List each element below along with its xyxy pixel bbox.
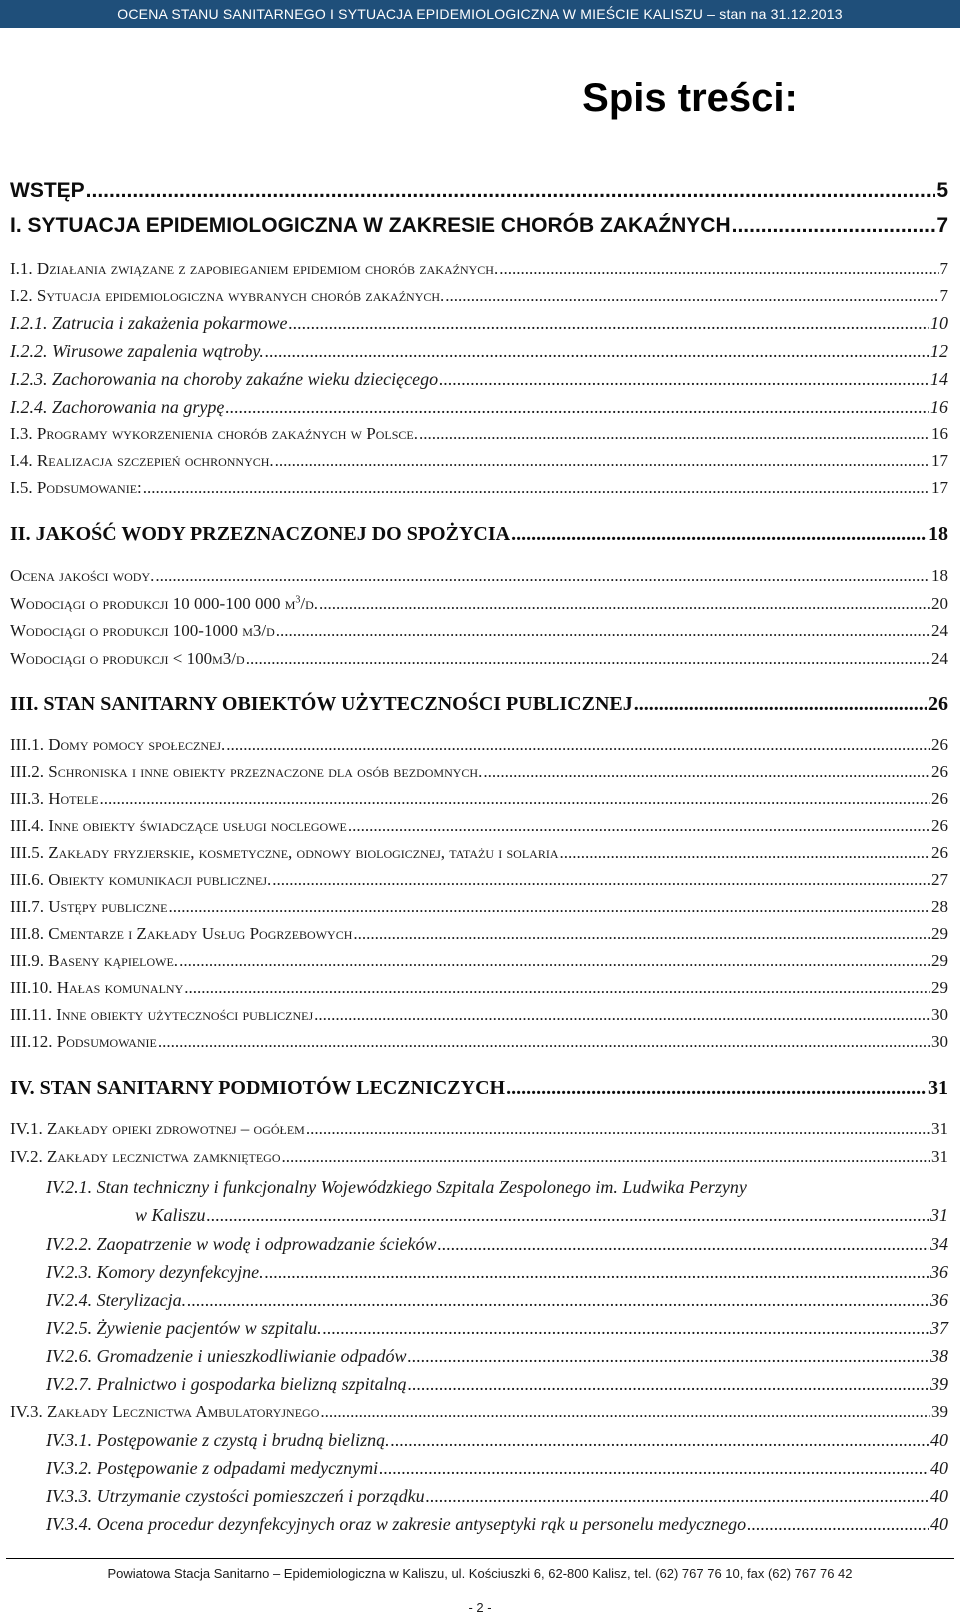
toc-entry[interactable]: Wodociągi o produkcji 100-1000 m3/d ..... 24 — [10, 622, 948, 639]
toc-entry[interactable]: III.12. Podsumowanie ..... 30 — [10, 1033, 948, 1050]
toc-entry[interactable]: I.2. Sytuacja epidemiologiczna wybranych chorób zakaźnych. ..... 7 — [10, 287, 948, 304]
page-header-text: OCENA STANU SANITARNEGO I SYTUACJA EPIDEMIOLOGICZNA W MIEŚCIE KALISZU – stan na 31.12.2013 — [117, 6, 843, 22]
toc-entry[interactable]: IV.2.2. Zaopatrzenie w wodę i odprowadzanie ścieków ..... 34 — [46, 1235, 948, 1253]
toc-entry[interactable]: IV.3.1. Postępowanie z czystą i brudną bielizną. ..... 40 — [46, 1431, 948, 1449]
toc-entry[interactable]: I.2.3. Zachorowania na choroby zakaźne wieku dziecięcego ..... 14 — [10, 370, 948, 388]
toc-entry[interactable]: IV. STAN SANITARNY PODMIOTÓW LECZNICZYCH ..... 31 — [10, 1078, 948, 1098]
toc-entry[interactable]: IV.2.3. Komory dezynfekcyjne. ..... 36 — [46, 1263, 948, 1281]
toc-entry-line1[interactable]: IV.2.1. Stan techniczny i funkcjonalny Wojewódzkiego Szpitala Zespolonego im. Ludwika Perzyny — [46, 1177, 747, 1197]
page-number: - 2 - — [468, 1600, 492, 1615]
toc-entry[interactable]: III.9. Baseny kąpielowe. ..... 29 — [10, 952, 948, 969]
toc-entry[interactable]: IV.1. Zakłady opieki zdrowotnej – ogółem ..... 31 — [10, 1120, 948, 1137]
toc-entry[interactable]: Ocena jakości wody. ..... 18 — [10, 567, 948, 584]
toc-entry[interactable]: IV.2.7. Pralnictwo i gospodarka bielizną szpitalną ..... 39 — [46, 1375, 948, 1393]
toc-entry[interactable]: III.11. Inne obiekty użyteczności publicznej ..... 30 — [10, 1006, 948, 1023]
toc-entry[interactable]: Wodociągi o produkcji < 100m3/d ..... 24 — [10, 650, 948, 667]
toc-entry[interactable]: IV.3.3. Utrzymanie czystości pomieszczeń i porządku ..... 40 — [46, 1487, 948, 1505]
toc-entry[interactable]: III.4. Inne obiekty świadczące usługi noclegowe ..... 26 — [10, 817, 948, 834]
toc-entry[interactable]: I.3. Programy wykorzenienia chorób zakaźnych w Polsce. ..... 16 — [10, 425, 948, 442]
toc-entry[interactable]: III.1. Domy pomocy społecznej. ..... 26 — [10, 736, 948, 753]
toc-entry[interactable]: III.2. Schroniska i inne obiekty przeznaczone dla osób bezdomnych. ..... 26 — [10, 763, 948, 780]
toc-entry[interactable]: I.2.4. Zachorowania na grypę ..... 16 — [10, 398, 948, 416]
toc-entry[interactable]: Wodociągi o produkcji 10 000-100 000 $m^3/d$. ..... 20 — [10, 595, 948, 612]
footer-address: Powiatowa Stacja Sanitarno – Epidemiologiczna w Kaliszu, ul. Kościuszki 6, 62-800 Kalisz, tel. (62) 767 76 10, fax (62) 767 76 42 — [107, 1566, 853, 1581]
toc-entry[interactable]: I.4. Realizacja szczepień ochronnych. ..... 17 — [10, 452, 948, 469]
toc-entry[interactable]: I.1. Działania związane z zapobieganiem epidemiom chorób zakaźnych. ..... 7 — [10, 260, 948, 277]
toc-entry[interactable]: IV.3. Zakłady Lecznictwa Ambulatoryjnego ..... 39 — [10, 1403, 948, 1420]
toc-entry[interactable]: I.2.1. Zatrucia i zakażenia pokarmowe ..... 10 — [10, 314, 948, 332]
toc-entry[interactable]: III.3. Hotele ..... 26 — [10, 790, 948, 807]
toc-entry[interactable]: III.7. Ustępy publiczne ..... 28 — [10, 898, 948, 915]
toc-entry[interactable]: I. SYTUACJA EPIDEMIOLOGICZNA W ZAKRESIE CHORÓB ZAKAŹNYCH ..... 7 — [10, 215, 948, 236]
toc-entry[interactable]: IV.3.4. Ocena procedur dezynfekcyjnych oraz w zakresie antyseptyki rąk u personelu medycznego ..... 40 — [46, 1515, 948, 1533]
toc-entry[interactable]: II. JAKOŚĆ WODY PRZEZNACZONEJ DO SPOŻYCIA ..... 18 — [10, 524, 948, 544]
toc-entry[interactable]: I.2.2. Wirusowe zapalenia wątroby. ..... 12 — [10, 342, 948, 360]
toc-entry[interactable]: IV.2.6. Gromadzenie i unieszkodliwianie odpadów ..... 38 — [46, 1347, 948, 1365]
toc-entry[interactable]: III.6. Obiekty komunikacji publicznej. ..... 27 — [10, 871, 948, 888]
toc-entry[interactable]: IV.3.2. Postępowanie z odpadami medycznymi ..... 40 — [46, 1459, 948, 1477]
toc-entry[interactable]: IV.2.5. Żywienie pacjentów w szpitalu. ..... 37 — [46, 1319, 948, 1337]
toc-entry[interactable]: IV.2.4. Sterylizacja. ..... 36 — [46, 1291, 948, 1309]
toc-entry[interactable]: III.8. Cmentarze i Zakłady Usług Pogrzebowych ..... 29 — [10, 925, 948, 942]
toc-entry[interactable]: III.5. Zakłady fryzjerskie, kosmetyczne, odnowy biologicznej, tatażu i solaria ..... 26 — [10, 844, 948, 861]
toc-entry[interactable]: III. STAN SANITARNY OBIEKTÓW UŻYTECZNOŚCI PUBLICZNEJ ..... 26 — [10, 694, 948, 714]
toc-entry[interactable]: w Kaliszu ..... 31 — [135, 1206, 948, 1224]
toc-entry[interactable]: I.5. Podsumowanie: ..... 17 — [10, 479, 948, 496]
toc-title: Spis treści: — [582, 76, 798, 120]
footer-divider — [6, 1558, 954, 1559]
toc-entry[interactable]: III.10. Hałas komunalny ..... 29 — [10, 979, 948, 996]
toc-entry[interactable]: IV.2. Zakłady lecznictwa zamkniętego ..... 31 — [10, 1148, 948, 1165]
toc-entry[interactable]: WSTĘP ..... 5 — [10, 180, 948, 201]
